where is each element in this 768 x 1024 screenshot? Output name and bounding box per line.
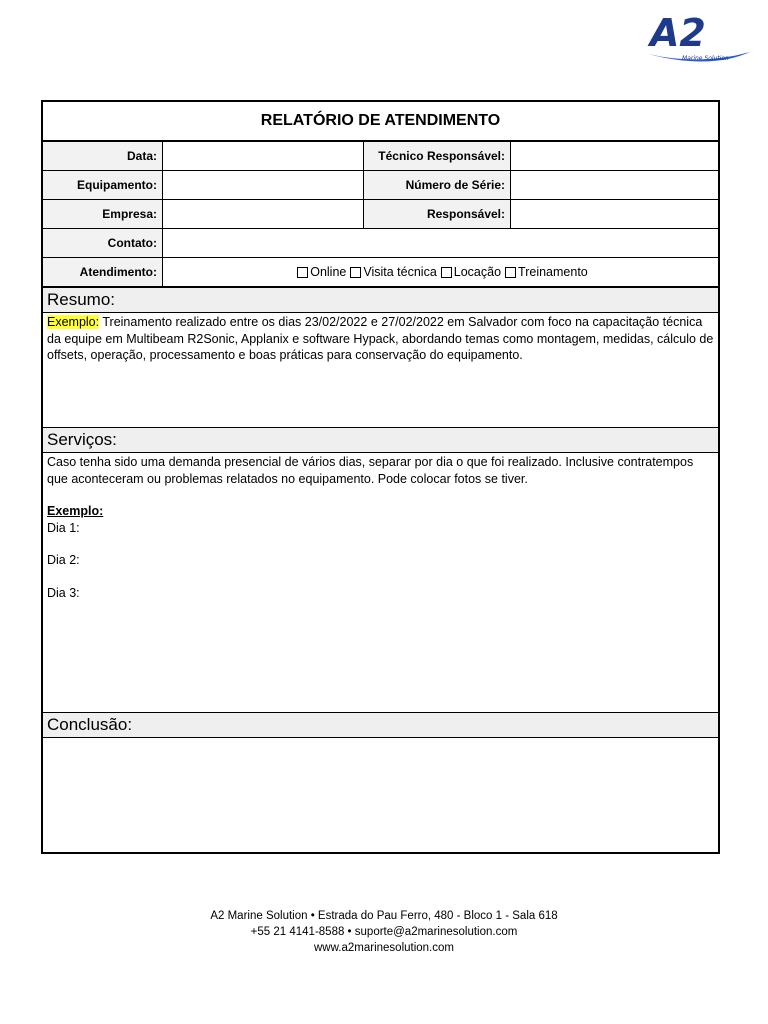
servicos-instructions: Caso tenha sido uma demanda presencial de vários dias, separar por dia o que foi realizado. Inclusive contratempos que aconteceram ou problemas relatados no equipamento. Pode colocar fotos se tiver.	[47, 455, 694, 486]
day-1-label: Dia 1:	[47, 520, 80, 535]
company-logo	[640, 8, 755, 68]
data-label: Data:	[43, 142, 163, 170]
conclusao-heading: Conclusão:	[43, 713, 718, 738]
resumo-body[interactable]	[43, 313, 718, 428]
responsavel-field[interactable]	[511, 200, 718, 228]
conclusao-body[interactable]	[43, 738, 718, 852]
atendimento-options	[163, 258, 718, 286]
option-visita-tecnica[interactable]	[346, 265, 436, 279]
option-locacao[interactable]	[437, 265, 501, 279]
resumo-text: Treinamento realizado entre os dias 23/02/2022 e 27/02/2022 em Salvador com foco na capacitação técnica da equipe em Multibeam R2Sonic, Applanix e software Hypack, abordando temas como montagem, medidas, cálculo de offsets, operação, processamento e boas práticas para conservação do equipamento.	[47, 315, 714, 362]
serie-field[interactable]	[511, 171, 718, 199]
empresa-field[interactable]	[163, 200, 364, 228]
contato-field[interactable]	[163, 229, 718, 257]
option-online[interactable]	[293, 265, 346, 279]
day-3-label: Dia 3:	[47, 585, 80, 600]
footer-contact: +55 21 4141-8588 • suporte@a2marinesolution.com	[250, 926, 518, 938]
option-label: Visita técnica	[363, 265, 437, 279]
option-label: Locação	[453, 265, 502, 279]
checkbox-locacao[interactable]	[441, 267, 452, 278]
footer-website[interactable]: www.a2marinesolution.com	[314, 942, 454, 954]
day-2-label: Dia 2:	[47, 553, 80, 567]
servicos-example-label: Exemplo:	[47, 504, 104, 518]
empresa-label: Empresa:	[43, 200, 163, 228]
resumo-heading: Resumo:	[43, 288, 718, 313]
responsavel-label: Responsável:	[364, 200, 511, 228]
data-field[interactable]	[163, 142, 364, 170]
report-form	[41, 100, 720, 854]
contato-label: Contato:	[43, 229, 163, 257]
tecnico-label: Técnico Responsável:	[364, 142, 511, 170]
row-data	[43, 142, 718, 171]
footer-address: A2 Marine Solution • Estrada do Pau Ferro, 480 - Bloco 1 - Sala 618	[210, 910, 558, 922]
svg-text:Marine Solution: Marine Solution	[682, 55, 729, 62]
report-title: RELATÓRIO DE ATENDIMENTO	[43, 102, 718, 142]
a2-logo-icon	[640, 8, 755, 68]
checkbox-visita-tecnica[interactable]	[350, 267, 361, 278]
resumo-example-label: Exemplo:	[47, 315, 100, 329]
option-label: Treinamento	[518, 265, 588, 279]
servicos-heading: Serviços:	[43, 428, 718, 453]
equipamento-field[interactable]	[163, 171, 364, 199]
serie-label: Número de Série:	[364, 171, 511, 199]
page-footer	[0, 908, 768, 956]
option-treinamento[interactable]	[501, 265, 588, 279]
atendimento-label: Atendimento:	[43, 258, 163, 286]
checkbox-treinamento[interactable]	[505, 267, 516, 278]
equipamento-label: Equipamento:	[43, 171, 163, 199]
row-atendimento	[43, 258, 718, 288]
tecnico-field[interactable]	[511, 142, 718, 170]
svg-text:A2: A2	[650, 11, 706, 55]
row-contato	[43, 229, 718, 258]
servicos-body[interactable]	[43, 453, 718, 713]
checkbox-online[interactable]	[297, 267, 308, 278]
option-label: Online	[310, 265, 347, 279]
row-empresa	[43, 200, 718, 229]
row-equipamento	[43, 171, 718, 200]
